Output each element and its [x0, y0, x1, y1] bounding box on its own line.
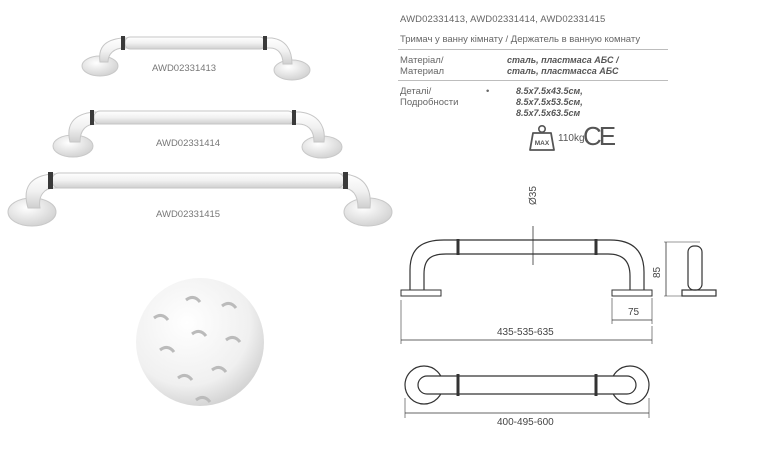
- technical-drawing-front: [401, 226, 716, 344]
- details-size-3: 8.5x7.5x63.5см: [516, 108, 581, 118]
- product-code-label: AWD02331414: [156, 138, 221, 149]
- details-bullet: •: [486, 86, 490, 97]
- technical-drawing-top: [405, 366, 649, 418]
- material-label-ru: Материал: [400, 66, 445, 77]
- details-size-1: 8.5x7.5x43.5см,: [516, 86, 583, 96]
- texture-closeup-photo: [136, 278, 264, 406]
- details-label-ru: Подробности: [400, 97, 459, 108]
- material-label-ua: Матеріал/: [400, 55, 444, 66]
- diameter-label: Ø35: [528, 186, 539, 205]
- details-label-ua: Деталі/: [400, 86, 432, 97]
- weight-value: 110kg: [558, 133, 585, 144]
- material-value-ru: сталь, пластмасса АБС: [507, 66, 619, 76]
- material-value-ua: сталь, пластмаса АБС /: [507, 55, 619, 65]
- length-top-label: 435-535-635: [497, 327, 554, 338]
- product-code-label: AWD02331415: [156, 209, 221, 220]
- details-size-2: 8.5x7.5x53.5см,: [516, 97, 583, 107]
- depth-label: 75: [628, 307, 640, 318]
- height-label: 85: [652, 266, 663, 278]
- product-codes: AWD02331413, AWD02331414, AWD02331415: [400, 14, 606, 25]
- grab-bar-medium: [53, 110, 342, 158]
- product-title: Тримач у ванну кімнату / Держатель в ванную комнату: [400, 34, 641, 45]
- ce-mark-icon: CE: [583, 121, 614, 151]
- weight-icon-text: MAX: [534, 140, 550, 147]
- length-bottom-label: 400-495-600: [497, 417, 554, 428]
- product-code-label: AWD02331413: [152, 63, 217, 74]
